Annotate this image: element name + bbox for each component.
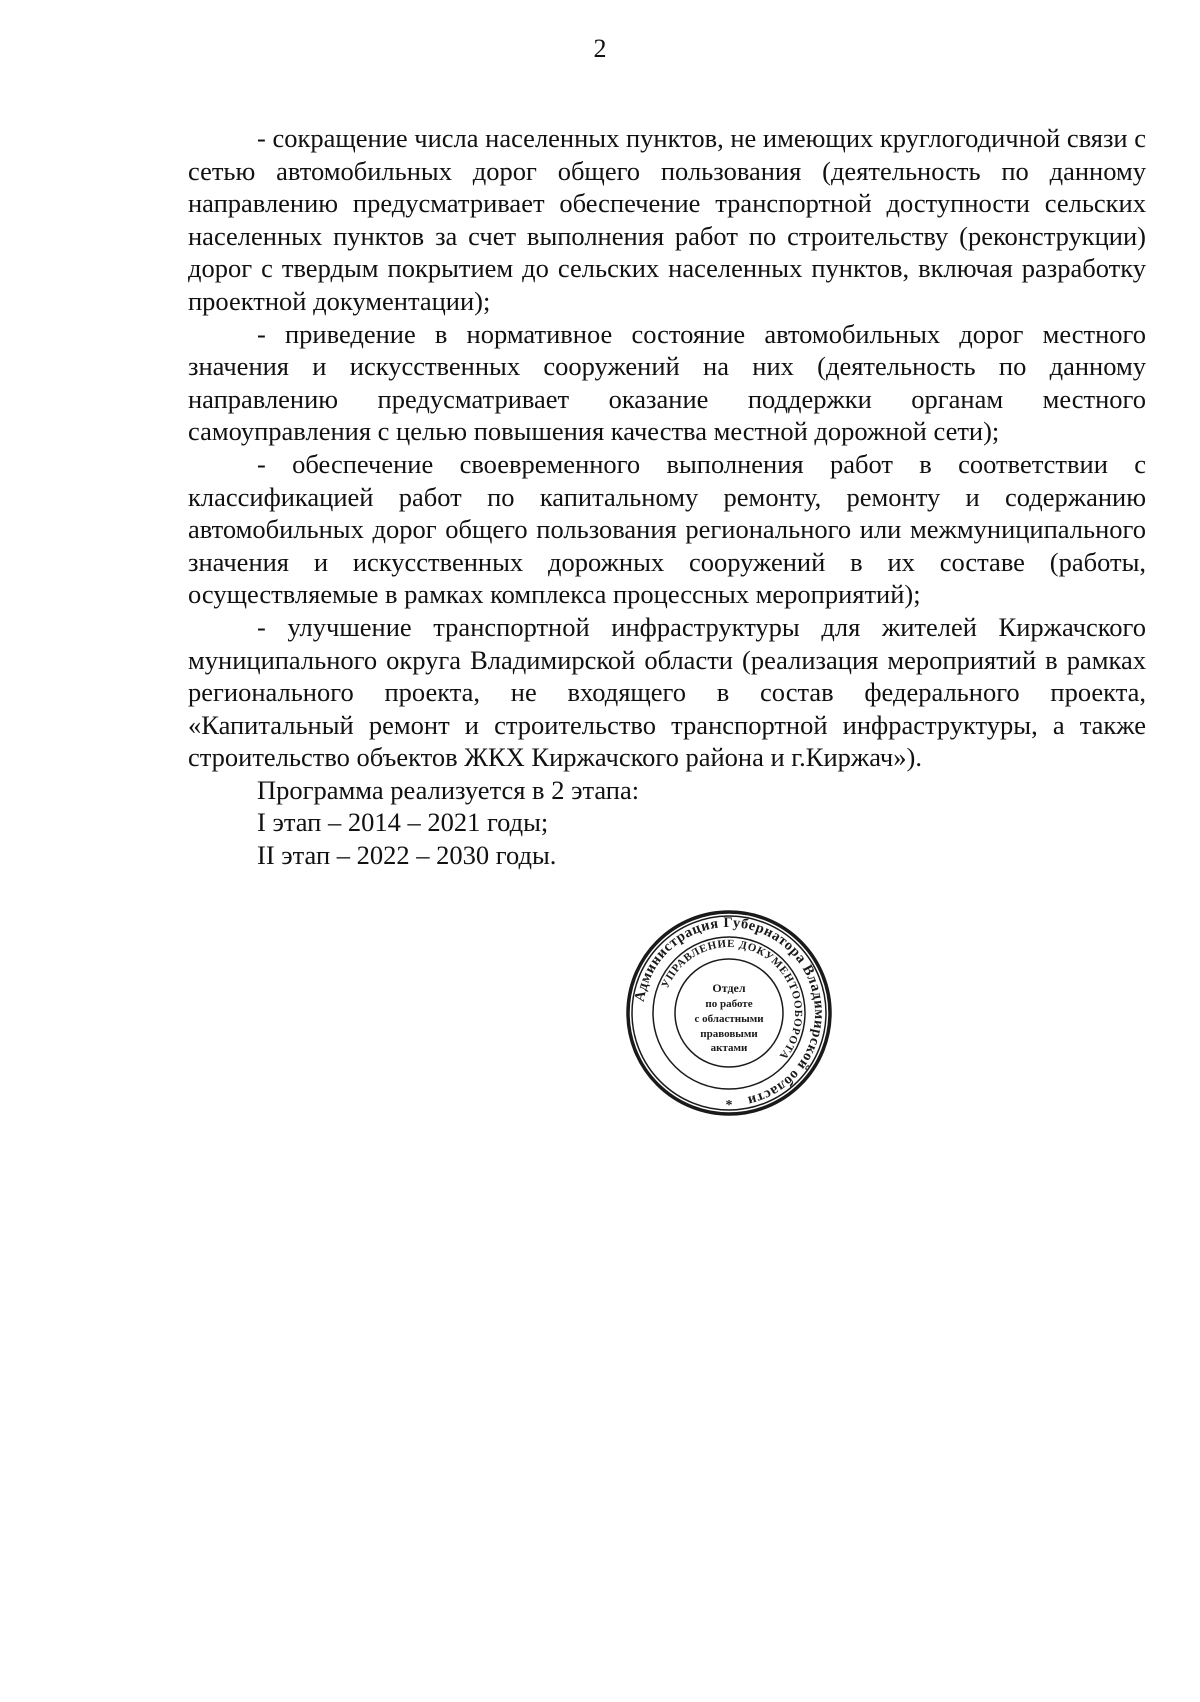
paragraph-settlements: - сокращение числа населенных пунктов, не имеющих круглогодичной связи с сетью автомобильных дорог общего пользования (деятельность по данному направлению предусматривает обеспечение транспортной доступности сельских населенных пунктов за счет выполнения работ по строительству (реконструкции) дорог с твердым покрытием до сельских населенных пунктов, включая разработку проектной документации); — [188, 123, 1146, 316]
stamp-inner-textpath: УПРАВЛЕНИЕ ДОКУМЕНТООБОРОТА — [659, 937, 805, 1062]
official-stamp — [624, 908, 834, 1118]
paragraph-road-works: - обеспечение своевременного выполнения работ в соответствии с классификацией работ по капитальному ремонту, ремонту и содержанию автомобильных дорог общего пользования регионального или межмуниципального значения и искусственных дорожных сооружений в их составе (работы, осуществляемые в рамках комплекса процессных мероприятий); — [188, 448, 1146, 610]
stamp-center-line-2: по работе — [705, 998, 753, 1010]
page-number: 2 — [593, 34, 607, 63]
paragraph-infrastructure: - улучшение транспортной инфраструктуры для жителей Киржачского муниципального округа Владимирской области (реализация мероприятий в рамках регионального проекта, не входящего в состав федерального проекта, «Капитальный ремонт и строительство транспортной инфраструктуры, а также строительство объектов ЖКХ Киржачского района и г.Киржач»). — [188, 611, 1146, 773]
stamp-outer-textpath: Администрация Губернатора Владимирской области — [631, 914, 828, 1109]
stamp-center-line-5: актами — [710, 1042, 748, 1054]
stamp-center-line-1: Отдел — [712, 981, 746, 995]
stamp-graphic — [624, 908, 834, 1118]
stamp-center-line-3: с областными — [694, 1013, 764, 1025]
stamp-center-line-4: правовыми — [700, 1028, 758, 1040]
document-body — [188, 122, 1146, 872]
program-stages-intro: Программа реализуется в 2 этапа: — [257, 774, 640, 805]
paragraph-local-roads: - приведение в нормативное состояние автомобильных дорог местного значения и искусственных сооружений на них (деятельность по данному направлению предусматривает оказание поддержки органам местного самоуправления с целью повышения качества местной дорожной сети); — [188, 318, 1146, 447]
program-stage-2: II этап – 2022 – 2030 годы. — [257, 840, 557, 871]
stamp-star: * — [725, 1098, 733, 1113]
program-stage-1: I этап – 2014 – 2021 годы; — [257, 807, 549, 838]
